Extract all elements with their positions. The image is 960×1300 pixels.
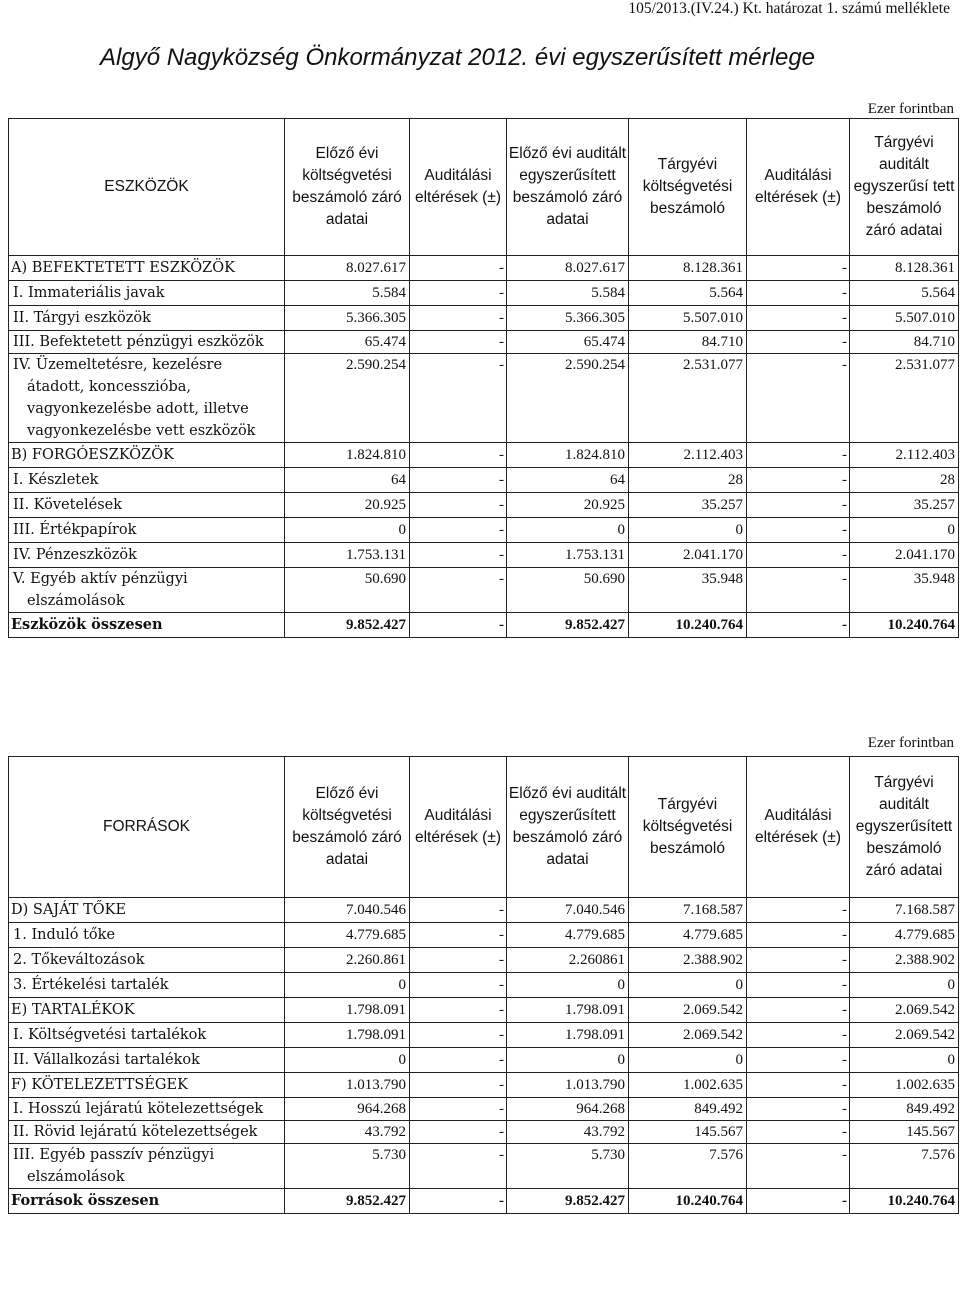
current-audited-value: 2.069.542	[850, 998, 959, 1023]
prev-audited-value: 65.474	[507, 331, 629, 354]
audit-diff-1-value: -	[410, 613, 507, 638]
current-audited-value: 10.240.764	[850, 1189, 959, 1214]
current-budget-value: 35.257	[629, 493, 747, 518]
row-label: F) KÖTELEZETTSÉGEK	[9, 1073, 285, 1098]
current-budget-value: 1.002.635	[629, 1073, 747, 1098]
audit-diff-1-value: -	[410, 1048, 507, 1073]
audit-diff-2-value: -	[747, 468, 850, 493]
audit-diff-2-value: -	[747, 1023, 850, 1048]
current-audited-value: 4.779.685	[850, 923, 959, 948]
audit-diff-2-value: -	[747, 1073, 850, 1098]
col-header-audit-diff-2: Auditálási eltérések (±)	[747, 119, 850, 256]
audit-diff-1-value: -	[410, 468, 507, 493]
row-label: IV. Üzemeltetésre, kezelésre átadott, koncesszióba, vagyonkezelésbe adott, illetve vagyonkezelésbe vett eszközök	[9, 354, 285, 443]
liabilities-table	[8, 756, 959, 1214]
current-audited-value: 0	[850, 518, 959, 543]
liabilities-table-row	[9, 1189, 959, 1214]
prev-budget-value: 9.852.427	[285, 1189, 410, 1214]
current-budget-value: 2.069.542	[629, 998, 747, 1023]
audit-diff-2-value: -	[747, 1144, 850, 1189]
current-budget-value: 5.507.010	[629, 306, 747, 331]
audit-diff-2-value: -	[747, 998, 850, 1023]
current-audited-value: 2.069.542	[850, 1023, 959, 1048]
prev-audited-value: 1.753.131	[507, 543, 629, 568]
current-audited-value: 7.576	[850, 1144, 959, 1189]
current-budget-value: 2.531.077	[629, 354, 747, 443]
prev-audited-value: 9.852.427	[507, 1189, 629, 1214]
audit-diff-1-value: -	[410, 281, 507, 306]
liabilities-table-row	[9, 1073, 959, 1098]
audit-diff-2-value: -	[747, 543, 850, 568]
audit-diff-2-value: -	[747, 948, 850, 973]
audit-diff-1-value: -	[410, 973, 507, 998]
current-budget-value: 10.240.764	[629, 1189, 747, 1214]
row-label: Eszközök összesen	[9, 613, 285, 638]
audit-diff-1-value: -	[410, 1144, 507, 1189]
prev-budget-value: 65.474	[285, 331, 410, 354]
audit-diff-2-value: -	[747, 443, 850, 468]
row-label: I. Hosszú lejáratú kötelezettségek	[9, 1098, 285, 1121]
prev-budget-value: 0	[285, 1048, 410, 1073]
current-budget-value: 0	[629, 518, 747, 543]
audit-diff-2-value: -	[747, 923, 850, 948]
audit-diff-2-value: -	[747, 256, 850, 281]
col-header-prev-audited: Előző évi auditált egyszerűsített beszámoló záró adatai	[507, 119, 629, 256]
prev-budget-value: 20.925	[285, 493, 410, 518]
liabilities-table-row	[9, 1098, 959, 1121]
assets-table-row	[9, 468, 959, 493]
prev-audited-value: 5.730	[507, 1144, 629, 1189]
current-budget-value: 0	[629, 1048, 747, 1073]
current-audited-value: 5.564	[850, 281, 959, 306]
audit-diff-2-value: -	[747, 331, 850, 354]
prev-budget-value: 2.260.861	[285, 948, 410, 973]
prev-audited-value: 9.852.427	[507, 613, 629, 638]
current-audited-value: 84.710	[850, 331, 959, 354]
audit-diff-1-value: -	[410, 898, 507, 923]
current-budget-value: 7.168.587	[629, 898, 747, 923]
audit-diff-2-value: -	[747, 1121, 850, 1144]
row-label: Források összesen	[9, 1189, 285, 1214]
audit-diff-1-value: -	[410, 568, 507, 613]
assets-body	[9, 256, 959, 638]
assets-unit-label: Ezer forintban	[867, 101, 954, 117]
row-label: A) BEFEKTETETT ESZKÖZÖK	[9, 256, 285, 281]
current-budget-value: 2.069.542	[629, 1023, 747, 1048]
assets-header-row	[9, 119, 959, 256]
current-audited-value: 2.112.403	[850, 443, 959, 468]
audit-diff-2-value: -	[747, 1048, 850, 1073]
audit-diff-1-value: -	[410, 543, 507, 568]
liabilities-body	[9, 898, 959, 1214]
col-header-prev-budget: Előző évi költségvetési beszámoló záró adatai	[285, 757, 410, 898]
audit-diff-1-value: -	[410, 948, 507, 973]
prev-budget-value: 1.798.091	[285, 998, 410, 1023]
audit-diff-1-value: -	[410, 518, 507, 543]
prev-budget-value: 43.792	[285, 1121, 410, 1144]
prev-audited-value: 2.590.254	[507, 354, 629, 443]
prev-audited-value: 8.027.617	[507, 256, 629, 281]
prev-budget-value: 5.366.305	[285, 306, 410, 331]
current-budget-value: 849.492	[629, 1098, 747, 1121]
current-audited-value: 5.507.010	[850, 306, 959, 331]
current-budget-value: 28	[629, 468, 747, 493]
prev-audited-value: 1.824.810	[507, 443, 629, 468]
current-budget-value: 2.112.403	[629, 443, 747, 468]
current-budget-value: 145.567	[629, 1121, 747, 1144]
audit-diff-2-value: -	[747, 613, 850, 638]
prev-budget-value: 1.753.131	[285, 543, 410, 568]
liabilities-table-row	[9, 1121, 959, 1144]
assets-table-row	[9, 493, 959, 518]
prev-audited-value: 2.260861	[507, 948, 629, 973]
audit-diff-1-value: -	[410, 1098, 507, 1121]
liabilities-table-row	[9, 998, 959, 1023]
liabilities-table-row	[9, 948, 959, 973]
prev-audited-value: 4.779.685	[507, 923, 629, 948]
current-budget-value: 2.388.902	[629, 948, 747, 973]
row-label: 3. Értékelési tartalék	[9, 973, 285, 998]
col-header-prev-audited: Előző évi auditált egyszerűsített beszámoló záró adatai	[507, 757, 629, 898]
prev-audited-value: 1.798.091	[507, 1023, 629, 1048]
assets-table-row	[9, 613, 959, 638]
col-header-current-budget: Tárgyévi költségvetési beszámoló	[629, 119, 747, 256]
current-budget-value: 35.948	[629, 568, 747, 613]
current-budget-value: 0	[629, 973, 747, 998]
col-header-current-audited: Tárgyévi auditált egyszerűsí tett beszámoló záró adatai	[850, 119, 959, 256]
row-label: II. Rövid lejáratú kötelezettségek	[9, 1121, 285, 1144]
prev-audited-value: 20.925	[507, 493, 629, 518]
col-header-forrasok: FORRÁSOK	[9, 757, 285, 898]
prev-budget-value: 1.824.810	[285, 443, 410, 468]
assets-table-row	[9, 354, 959, 443]
current-audited-value: 7.168.587	[850, 898, 959, 923]
row-label: II. Vállalkozási tartalékok	[9, 1048, 285, 1073]
row-label: I. Immateriális javak	[9, 281, 285, 306]
prev-audited-value: 0	[507, 973, 629, 998]
assets-table-row	[9, 543, 959, 568]
audit-diff-1-value: -	[410, 331, 507, 354]
prev-audited-value: 5.584	[507, 281, 629, 306]
assets-table-row	[9, 331, 959, 354]
row-label: D) SAJÁT TŐKE	[9, 898, 285, 923]
col-header-current-audited: Tárgyévi auditált egyszerűsített beszámoló záró adatai	[850, 757, 959, 898]
prev-audited-value: 5.366.305	[507, 306, 629, 331]
prev-budget-value: 9.852.427	[285, 613, 410, 638]
prev-budget-value: 964.268	[285, 1098, 410, 1121]
audit-diff-2-value: -	[747, 306, 850, 331]
row-label: E) TARTALÉKOK	[9, 998, 285, 1023]
document-reference: 105/2013.(IV.24.) Kt. határozat 1. számú melléklete	[628, 0, 950, 17]
current-audited-value: 0	[850, 1048, 959, 1073]
prev-budget-value: 0	[285, 973, 410, 998]
audit-diff-2-value: -	[747, 1189, 850, 1214]
liabilities-table-row	[9, 1048, 959, 1073]
current-audited-value: 2.531.077	[850, 354, 959, 443]
current-audited-value: 145.567	[850, 1121, 959, 1144]
prev-budget-value: 7.040.546	[285, 898, 410, 923]
liabilities-table-row	[9, 1023, 959, 1048]
audit-diff-1-value: -	[410, 1189, 507, 1214]
prev-audited-value: 0	[507, 518, 629, 543]
audit-diff-1-value: -	[410, 443, 507, 468]
assets-table-row	[9, 306, 959, 331]
col-header-audit-diff-1: Auditálási eltérések (±)	[410, 757, 507, 898]
prev-audited-value: 43.792	[507, 1121, 629, 1144]
col-header-current-budget: Tárgyévi költségvetési beszámoló	[629, 757, 747, 898]
audit-diff-1-value: -	[410, 1073, 507, 1098]
audit-diff-2-value: -	[747, 493, 850, 518]
row-label: II. Tárgyi eszközök	[9, 306, 285, 331]
current-budget-value: 7.576	[629, 1144, 747, 1189]
audit-diff-2-value: -	[747, 568, 850, 613]
prev-audited-value: 964.268	[507, 1098, 629, 1121]
prev-budget-value: 4.779.685	[285, 923, 410, 948]
row-label: III. Befektetett pénzügyi eszközök	[9, 331, 285, 354]
current-audited-value: 28	[850, 468, 959, 493]
audit-diff-2-value: -	[747, 1098, 850, 1121]
audit-diff-2-value: -	[747, 354, 850, 443]
page-title: Algyő Nagyközség Önkormányzat 2012. évi egyszerűsített mérlege	[100, 44, 816, 71]
col-header-audit-diff-1: Auditálási eltérések (±)	[410, 119, 507, 256]
current-budget-value: 2.041.170	[629, 543, 747, 568]
current-budget-value: 10.240.764	[629, 613, 747, 638]
current-audited-value: 8.128.361	[850, 256, 959, 281]
col-header-audit-diff-2: Auditálási eltérések (±)	[747, 757, 850, 898]
prev-audited-value: 64	[507, 468, 629, 493]
liabilities-table-row	[9, 923, 959, 948]
liabilities-table-row	[9, 1144, 959, 1189]
prev-budget-value: 1.013.790	[285, 1073, 410, 1098]
current-audited-value: 35.257	[850, 493, 959, 518]
audit-diff-1-value: -	[410, 493, 507, 518]
audit-diff-2-value: -	[747, 973, 850, 998]
assets-table-row	[9, 568, 959, 613]
current-audited-value: 35.948	[850, 568, 959, 613]
current-budget-value: 84.710	[629, 331, 747, 354]
prev-budget-value: 5.584	[285, 281, 410, 306]
liabilities-header-row	[9, 757, 959, 898]
liabilities-table-row	[9, 898, 959, 923]
prev-audited-value: 1.798.091	[507, 998, 629, 1023]
prev-audited-value: 50.690	[507, 568, 629, 613]
assets-table	[8, 118, 959, 638]
prev-budget-value: 64	[285, 468, 410, 493]
audit-diff-1-value: -	[410, 1023, 507, 1048]
prev-budget-value: 8.027.617	[285, 256, 410, 281]
prev-budget-value: 2.590.254	[285, 354, 410, 443]
col-header-prev-budget: Előző évi költségvetési beszámoló záró adatai	[285, 119, 410, 256]
assets-table-row	[9, 518, 959, 543]
row-label: 1. Induló tőke	[9, 923, 285, 948]
prev-budget-value: 50.690	[285, 568, 410, 613]
prev-audited-value: 0	[507, 1048, 629, 1073]
current-audited-value: 10.240.764	[850, 613, 959, 638]
audit-diff-2-value: -	[747, 281, 850, 306]
liabilities-table-row	[9, 973, 959, 998]
current-budget-value: 8.128.361	[629, 256, 747, 281]
row-label: III. Értékpapírok	[9, 518, 285, 543]
current-budget-value: 5.564	[629, 281, 747, 306]
col-header-eszkozok: ESZKÖZÖK	[9, 119, 285, 256]
current-audited-value: 1.002.635	[850, 1073, 959, 1098]
current-audited-value: 2.388.902	[850, 948, 959, 973]
row-label: 2. Tőkeváltozások	[9, 948, 285, 973]
row-label: II. Követelések	[9, 493, 285, 518]
prev-audited-value: 1.013.790	[507, 1073, 629, 1098]
assets-table-row	[9, 256, 959, 281]
audit-diff-1-value: -	[410, 306, 507, 331]
prev-audited-value: 7.040.546	[507, 898, 629, 923]
row-label: IV. Pénzeszközök	[9, 543, 285, 568]
prev-budget-value: 1.798.091	[285, 1023, 410, 1048]
prev-budget-value: 0	[285, 518, 410, 543]
audit-diff-1-value: -	[410, 1121, 507, 1144]
audit-diff-1-value: -	[410, 998, 507, 1023]
current-audited-value: 0	[850, 973, 959, 998]
prev-budget-value: 5.730	[285, 1144, 410, 1189]
audit-diff-2-value: -	[747, 898, 850, 923]
audit-diff-1-value: -	[410, 354, 507, 443]
row-label: V. Egyéb aktív pénzügyi elszámolások	[9, 568, 285, 613]
current-audited-value: 2.041.170	[850, 543, 959, 568]
assets-table-row	[9, 281, 959, 306]
row-label: I. Készletek	[9, 468, 285, 493]
audit-diff-2-value: -	[747, 518, 850, 543]
row-label: III. Egyéb passzív pénzügyi elszámolások	[9, 1144, 285, 1189]
row-label: B) FORGÓESZKÖZÖK	[9, 443, 285, 468]
current-audited-value: 849.492	[850, 1098, 959, 1121]
audit-diff-1-value: -	[410, 256, 507, 281]
audit-diff-1-value: -	[410, 923, 507, 948]
row-label: I. Költségvetési tartalékok	[9, 1023, 285, 1048]
current-budget-value: 4.779.685	[629, 923, 747, 948]
assets-table-row	[9, 443, 959, 468]
liabilities-unit-label: Ezer forintban	[867, 735, 954, 751]
